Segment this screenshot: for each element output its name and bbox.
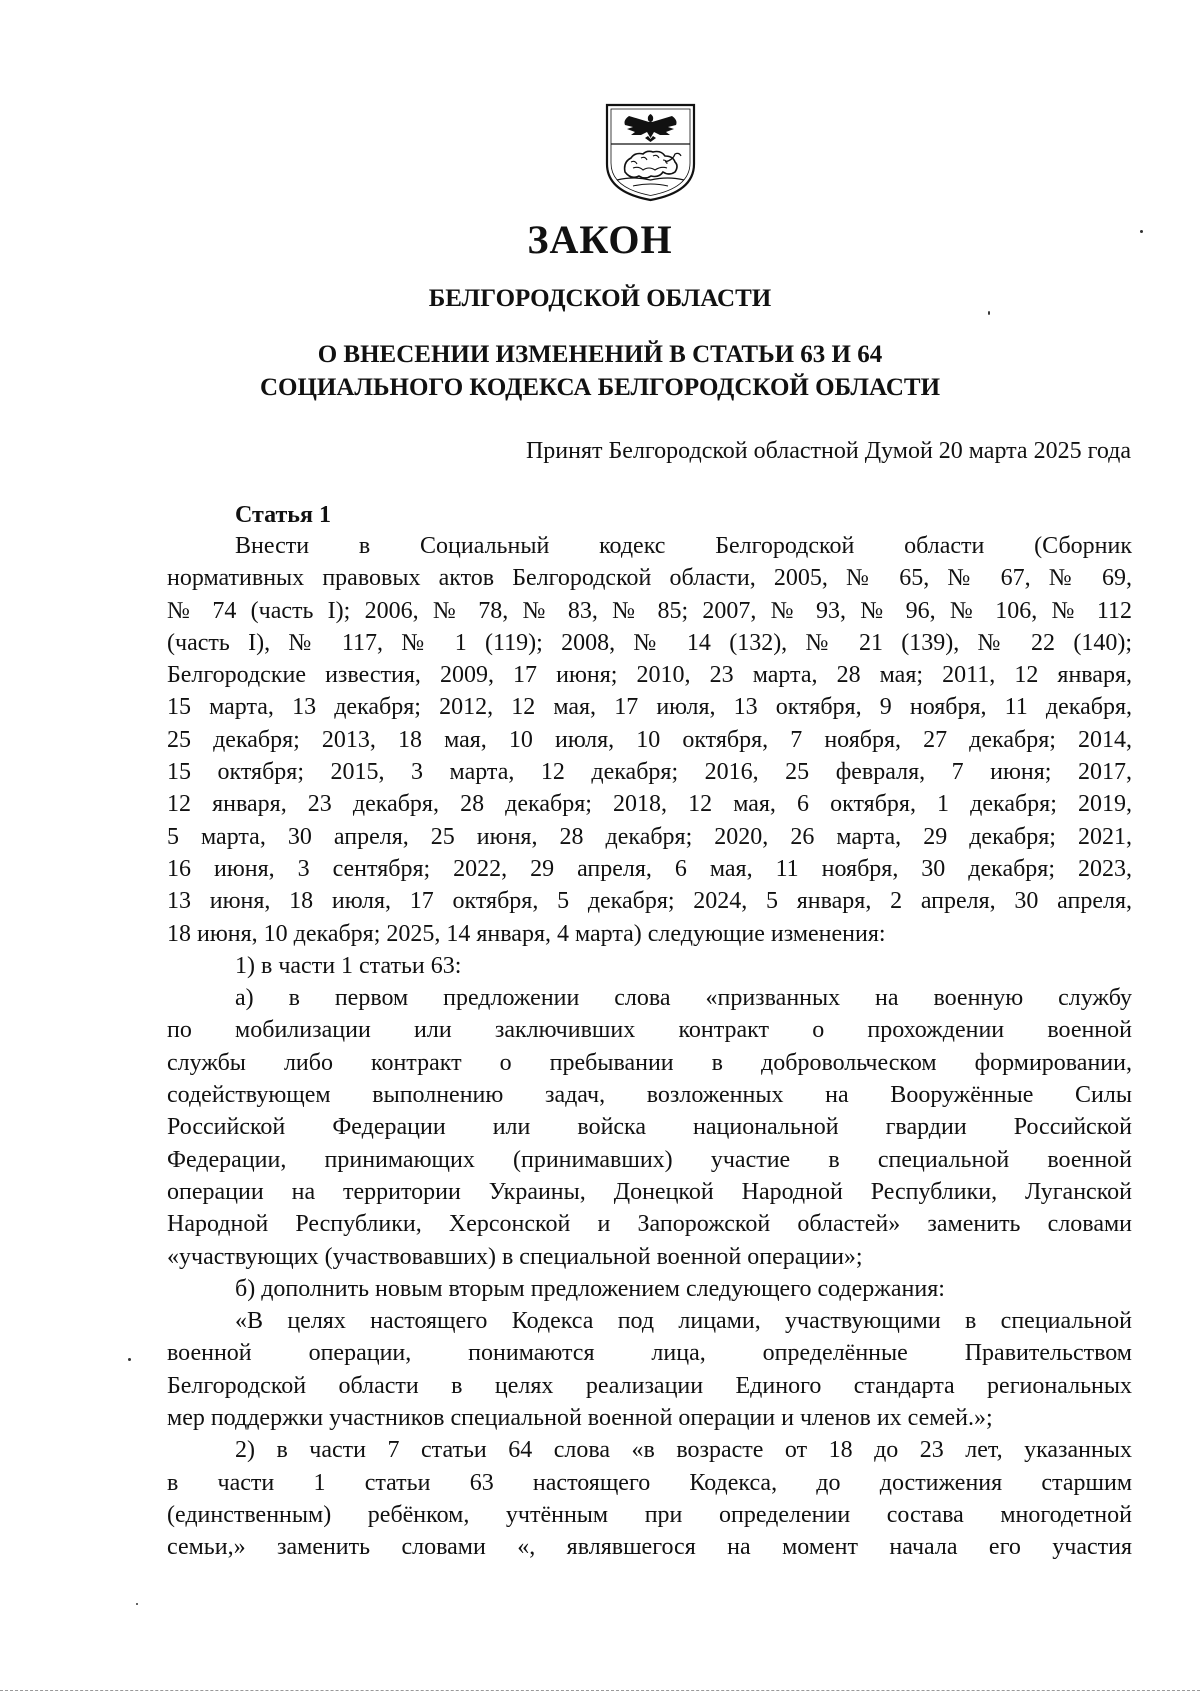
body-line: военной операции, понимаются лица, определённые Правительством bbox=[167, 1340, 1132, 1367]
scan-speck bbox=[128, 1358, 131, 1361]
adoption-note: Принят Белгородской областной Думой 20 марта 2025 года bbox=[525, 438, 1131, 464]
body-line: № 74 (часть I); 2006, № 78, № 83, № 85; 2007, № 93, № 96, № 106, № 112 bbox=[167, 597, 1132, 624]
body-line: в части 1 статьи 63 настоящего Кодекса, до достижения старшим bbox=[167, 1469, 1132, 1496]
body-line: 25 декабря; 2013, 18 мая, 10 июля, 10 октября, 7 ноября, 27 декабря; 2014, bbox=[167, 726, 1132, 753]
body-line: Внести в Социальный кодекс Белгородской области (Сборник bbox=[235, 533, 1132, 559]
document-subtitle: БЕЛГОРОДСКОЙ ОБЛАСТИ bbox=[428, 285, 772, 312]
body-line: «В целях настоящего Кодекса под лицами, участвующими в специальной bbox=[235, 1308, 1132, 1335]
scan-speck bbox=[1140, 230, 1143, 233]
body-line: 13 июня, 18 июля, 17 октября, 5 декабря; 2024, 5 января, 2 апреля, 30 апреля, bbox=[167, 888, 1132, 915]
body-line: нормативных правовых актов Белгородской области, 2005, № 65, № 67, № 69, bbox=[167, 565, 1132, 592]
scan-speck bbox=[988, 311, 990, 315]
article-heading: Статья 1 bbox=[235, 502, 331, 528]
document-title: ЗАКОН bbox=[527, 217, 673, 262]
body-line: а) в первом предложении слова «призванных на военную службу bbox=[235, 985, 1132, 1012]
body-line: Белгородские известия, 2009, 17 июня; 2010, 23 марта, 28 мая; 2011, 12 января, bbox=[167, 662, 1132, 689]
body-line: операции на территории Украины, Донецкой Народной Республики, Луганской bbox=[167, 1178, 1132, 1205]
law-heading-line: СОЦИАЛЬНОГО КОДЕКСА БЕЛГОРОДСКОЙ ОБЛАСТИ bbox=[259, 374, 941, 401]
law-heading-line: О ВНЕСЕНИИ ИЗМЕНЕНИЙ В СТАТЬИ 63 И 64 bbox=[317, 341, 883, 368]
body-line: Федерации, принимающих (принимавших) участие в специальной военной bbox=[167, 1146, 1132, 1173]
body-line: 1) в части 1 статьи 63: bbox=[235, 952, 462, 979]
scan-speck bbox=[136, 1603, 138, 1605]
body-line: 16 июня, 3 сентября; 2022, 29 апреля, 6 мая, 11 ноября, 30 декабря; 2023, bbox=[167, 855, 1132, 882]
body-line: мер поддержки участников специальной военной операции и членов их семей.»; bbox=[167, 1405, 993, 1432]
body-line: (часть I), № 117, № 1 (119); 2008, № 14 (132), № 21 (139), № 22 (140); bbox=[167, 629, 1132, 656]
body-line: службы либо контракт о пребывании в добровольческом формировании, bbox=[167, 1049, 1132, 1076]
body-line: семьи,» заменить словами «, являвшегося на момент начала его участия bbox=[167, 1534, 1132, 1561]
body-line: Российской Федерации или войска национальной гвардии Российской bbox=[167, 1114, 1132, 1141]
body-line: Народной Республики, Херсонской и Запорожской областей» заменить словами bbox=[167, 1211, 1132, 1238]
page-bottom-edge bbox=[0, 1690, 1200, 1692]
body-line: 18 июня, 10 декабря; 2025, 14 января, 4 марта) следующие изменения: bbox=[167, 920, 886, 947]
body-line: «участвующих (участвовавших) в специальной военной операции»; bbox=[167, 1243, 863, 1270]
body-line: Белгородской области в целях реализации Единого стандарта региональных bbox=[167, 1372, 1132, 1399]
body-line: 5 марта, 30 апреля, 25 июня, 28 декабря; 2020, 26 марта, 29 декабря; 2021, bbox=[167, 823, 1132, 850]
body-line: б) дополнить новым вторым предложением следующего содержания: bbox=[235, 1275, 945, 1302]
body-line: 12 января, 23 декабря, 28 декабря; 2018, 12 мая, 6 октября, 1 декабря; 2019, bbox=[167, 791, 1132, 818]
body-line: содействующем выполнению задач, возложенных на Вооружённые Силы bbox=[167, 1082, 1132, 1109]
body-line: 15 марта, 13 декабря; 2012, 12 мая, 17 июля, 13 октября, 9 ноября, 11 декабря, bbox=[167, 694, 1132, 721]
body-line: 15 октября; 2015, 3 марта, 12 декабря; 2016, 25 февраля, 7 июня; 2017, bbox=[167, 759, 1132, 786]
body-line: (единственным) ребёнком, учтённым при определении состава многодетной bbox=[167, 1501, 1132, 1528]
article-body bbox=[167, 530, 1132, 1564]
law-heading bbox=[0, 338, 1200, 404]
body-line: 2) в части 7 статьи 64 слова «в возрасте от 18 до 23 лет, указанных bbox=[235, 1437, 1132, 1464]
body-line: по мобилизации или заключивших контракт о прохождении военной bbox=[167, 1017, 1132, 1044]
belgorod-coat-of-arms-icon bbox=[603, 102, 698, 202]
